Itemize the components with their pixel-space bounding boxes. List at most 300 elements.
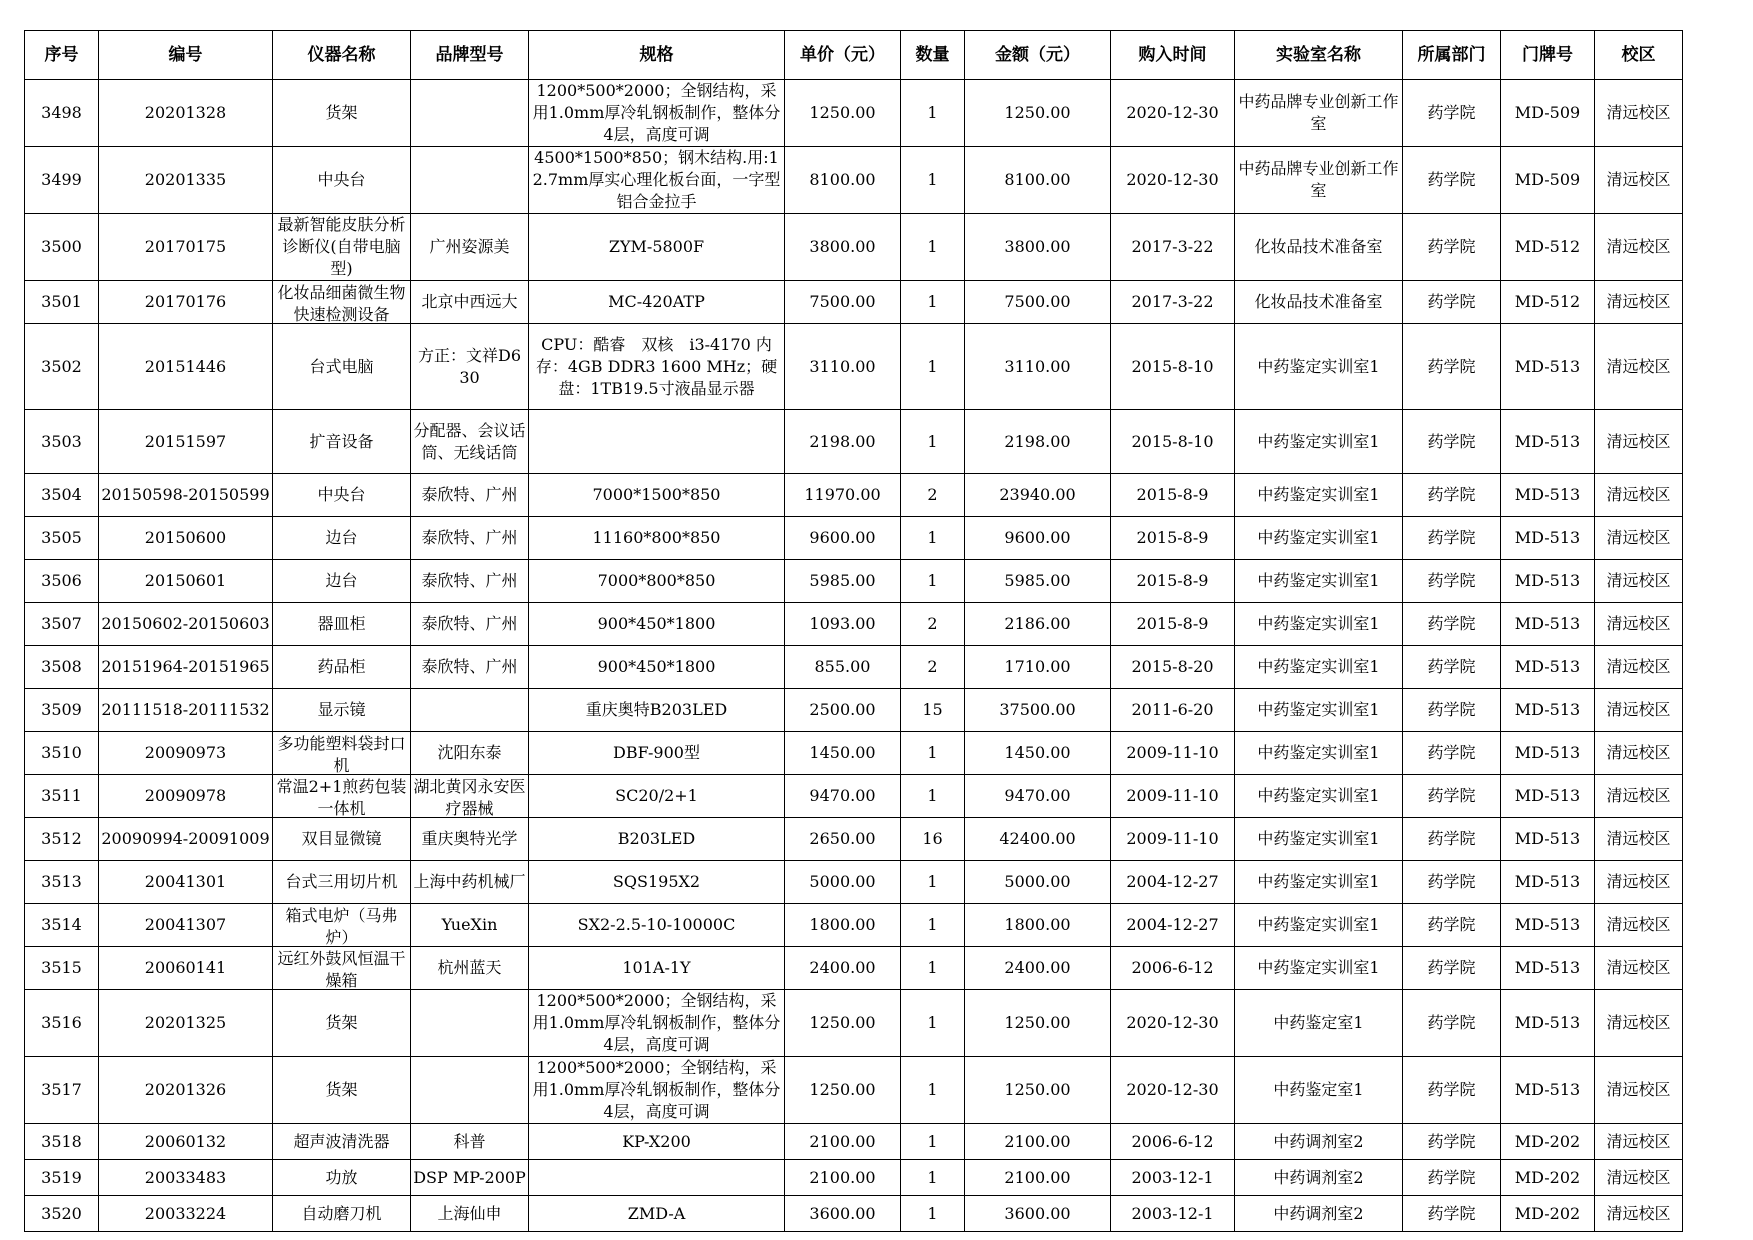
cell-text: 1250.00: [809, 103, 876, 122]
cell-date: [1111, 689, 1235, 732]
cell-spec: [529, 324, 785, 410]
cell-seq: [25, 947, 99, 990]
cell-qty: [901, 80, 965, 147]
cell-code: [99, 517, 273, 560]
cell-name: [273, 80, 411, 147]
cell-text: 器皿柜: [317, 614, 366, 633]
cell-dept: [1403, 818, 1501, 861]
cell-dept: [1403, 560, 1501, 603]
cell-text: 7000*800*850: [597, 571, 716, 590]
cell-text: 1450.00: [809, 743, 876, 762]
cell-room: [1501, 214, 1595, 281]
cell-code: [99, 214, 273, 281]
cell-campus: [1595, 1057, 1683, 1124]
cell-spec: [529, 818, 785, 861]
cell-qty: [901, 324, 965, 410]
cell-qty: [901, 214, 965, 281]
cell-text: 药学院: [1427, 657, 1476, 676]
cell-text: MD-513: [1514, 1080, 1581, 1099]
cell-text: MC-420ATP: [608, 292, 705, 311]
cell-text: 1200*500*2000；全钢结构，采用1.0mm厚冷轧钢板制作，整体分4层，高度可调: [532, 991, 781, 1054]
table-row: [25, 1124, 1683, 1160]
cell-code: [99, 1196, 273, 1232]
cell-text: 1093.00: [809, 614, 876, 633]
cell-code: [99, 904, 273, 947]
cell-text: 药学院: [1427, 1080, 1476, 1099]
cell-text: 箱式电炉（马弗炉）: [285, 905, 398, 946]
cell-text: DBF-900型: [613, 743, 700, 762]
cell-text: 杭州蓝天: [437, 958, 502, 977]
cell-price: [785, 947, 901, 990]
cell-qty: [901, 861, 965, 904]
cell-text: 3499: [41, 170, 82, 189]
cell-text: 中药鉴定实训室1: [1257, 743, 1380, 762]
cell-lab: [1235, 732, 1403, 775]
cell-spec: [529, 281, 785, 324]
cell-text: 1250.00: [809, 1013, 876, 1032]
cell-dept: [1403, 1160, 1501, 1196]
cell-text: 1: [927, 872, 938, 891]
cell-text: 2400.00: [809, 958, 876, 977]
cell-text: 沈阳东泰: [437, 743, 502, 762]
cell-brand: [411, 214, 529, 281]
cell-text: 20090978: [144, 786, 227, 805]
cell-dept: [1403, 410, 1501, 474]
cell-seq: [25, 1196, 99, 1232]
cell-text: SX2-2.5-10-10000C: [577, 915, 736, 934]
cell-text: 1: [927, 170, 938, 189]
cell-text: 药学院: [1427, 1167, 1476, 1187]
cell-text: 20151597: [144, 431, 227, 451]
cell-text: 泰欣特、广州: [421, 528, 518, 547]
cell-text: 2009-11-10: [1126, 829, 1219, 848]
cell-text: 8100.00: [1004, 170, 1071, 189]
cell-code: [99, 689, 273, 732]
cell-text: ZMD-A: [627, 1203, 686, 1223]
cell-text: 1: [927, 431, 938, 451]
cell-text: 2020-12-30: [1126, 1080, 1219, 1099]
cell-code: [99, 324, 273, 410]
cell-dept: [1403, 904, 1501, 947]
header-name: 仪器名称: [273, 31, 411, 80]
cell-text: 清远校区: [1606, 614, 1671, 633]
cell-text: 清远校区: [1606, 872, 1671, 891]
cell-text: 1: [927, 743, 938, 762]
cell-text: 清远校区: [1606, 743, 1671, 762]
cell-text: 清远校区: [1606, 292, 1671, 311]
cell-text: 3509: [41, 700, 82, 719]
cell-brand: [411, 818, 529, 861]
cell-name: [273, 818, 411, 861]
header-room: 门牌号: [1501, 31, 1595, 80]
cell-lab: [1235, 1057, 1403, 1124]
cell-code: [99, 147, 273, 214]
cell-text: 中药调剂室2: [1273, 1167, 1364, 1187]
cell-text: 货架: [325, 103, 358, 122]
cell-dept: [1403, 732, 1501, 775]
cell-text: 1710.00: [1004, 657, 1071, 676]
cell-seq: [25, 646, 99, 689]
cell-text: 中药鉴定实训室1: [1257, 431, 1380, 451]
cell-text: 1: [927, 1080, 938, 1099]
cell-text: MD-512: [1514, 237, 1581, 256]
cell-name: [273, 1160, 411, 1196]
cell-text: 20060141: [144, 958, 227, 977]
cell-code: [99, 990, 273, 1057]
cell-room: [1501, 990, 1595, 1057]
cell-text: 2015-8-9: [1136, 485, 1209, 504]
cell-text: 5000.00: [809, 872, 876, 891]
cell-qty: [901, 1057, 965, 1124]
cell-name: [273, 214, 411, 281]
cell-amount: [965, 947, 1111, 990]
cell-seq: [25, 818, 99, 861]
header-qty: 数量: [901, 31, 965, 80]
cell-text: 3498: [41, 103, 82, 122]
cell-text: 药学院: [1427, 743, 1476, 762]
table-row: [25, 281, 1683, 324]
cell-campus: [1595, 80, 1683, 147]
cell-date: [1111, 324, 1235, 410]
cell-seq: [25, 775, 99, 818]
cell-date: [1111, 80, 1235, 147]
cell-text: 16: [922, 829, 943, 848]
cell-date: [1111, 1124, 1235, 1160]
cell-text: 7000*1500*850: [592, 485, 721, 504]
cell-text: 中药鉴定实训室1: [1257, 915, 1380, 934]
cell-date: [1111, 560, 1235, 603]
cell-text: 清远校区: [1606, 528, 1671, 547]
cell-room: [1501, 560, 1595, 603]
cell-seq: [25, 147, 99, 214]
cell-name: [273, 1057, 411, 1124]
cell-text: 2650.00: [809, 829, 876, 848]
cell-brand: [411, 410, 529, 474]
cell-text: 2198.00: [809, 431, 876, 451]
cell-text: 泰欣特、广州: [421, 571, 518, 590]
cell-campus: [1595, 281, 1683, 324]
cell-text: 药学院: [1427, 237, 1476, 256]
cell-text: 1: [927, 786, 938, 805]
cell-text: 3501: [41, 292, 82, 311]
cell-text: 3110.00: [1004, 356, 1071, 376]
cell-text: 2003-12-1: [1131, 1203, 1214, 1223]
cell-brand: [411, 646, 529, 689]
cell-room: [1501, 281, 1595, 324]
cell-text: MD-513: [1514, 958, 1581, 977]
cell-lab: [1235, 214, 1403, 281]
cell-seq: [25, 689, 99, 732]
cell-text: 20150600: [144, 528, 227, 547]
cell-brand: [411, 80, 529, 147]
cell-text: 边台: [325, 528, 358, 547]
cell-text: 药学院: [1427, 356, 1476, 376]
cell-text: 药学院: [1427, 1131, 1476, 1151]
cell-brand: [411, 517, 529, 560]
cell-room: [1501, 1196, 1595, 1232]
cell-dept: [1403, 1057, 1501, 1124]
cell-name: [273, 147, 411, 214]
cell-text: 2011-6-20: [1131, 700, 1214, 719]
cell-text: 5000.00: [1004, 872, 1071, 891]
cell-campus: [1595, 861, 1683, 904]
cell-text: 1: [927, 571, 938, 590]
cell-text: MD-202: [1514, 1167, 1581, 1187]
cell-name: [273, 775, 411, 818]
cell-brand: [411, 281, 529, 324]
cell-text: 3515: [41, 958, 82, 977]
cell-text: 常温2+1煎药包装一体机: [276, 776, 407, 817]
cell-text: 多功能塑料袋封口机: [277, 733, 406, 774]
cell-text: 11160*800*850: [592, 528, 721, 547]
cell-text: 中药鉴定室1: [1273, 1080, 1364, 1099]
cell-name: [273, 517, 411, 560]
cell-text: 1: [927, 1203, 938, 1223]
cell-campus: [1595, 646, 1683, 689]
cell-text: 4500*1500*850；钢木结构.用:12.7mm厚实心理化板台面，一字型铝合金拉手: [532, 148, 781, 211]
cell-brand: [411, 474, 529, 517]
cell-price: [785, 603, 901, 646]
cell-seq: [25, 517, 99, 560]
cell-price: [785, 689, 901, 732]
cell-seq: [25, 603, 99, 646]
cell-brand: [411, 904, 529, 947]
cell-name: [273, 732, 411, 775]
cell-spec: [529, 689, 785, 732]
equipment-table: [24, 30, 1683, 1232]
cell-text: 3600.00: [1004, 1203, 1071, 1223]
cell-qty: [901, 410, 965, 474]
cell-price: [785, 990, 901, 1057]
cell-dept: [1403, 281, 1501, 324]
cell-amount: [965, 646, 1111, 689]
cell-dept: [1403, 214, 1501, 281]
cell-text: 900*450*1800: [597, 614, 716, 633]
cell-spec: [529, 1160, 785, 1196]
cell-text: 药学院: [1427, 700, 1476, 719]
cell-text: 3506: [41, 571, 82, 590]
cell-text: 8100.00: [809, 170, 876, 189]
cell-date: [1111, 818, 1235, 861]
cell-price: [785, 324, 901, 410]
table-row: [25, 214, 1683, 281]
cell-amount: [965, 410, 1111, 474]
cell-text: 药学院: [1427, 571, 1476, 590]
cell-name: [273, 281, 411, 324]
cell-text: 20150601: [144, 571, 227, 590]
cell-text: 2186.00: [1004, 614, 1071, 633]
header-dept: 所属部门: [1403, 31, 1501, 80]
cell-amount: [965, 904, 1111, 947]
cell-text: 2009-11-10: [1126, 786, 1219, 805]
cell-lab: [1235, 147, 1403, 214]
cell-brand: [411, 990, 529, 1057]
cell-text: 1200*500*2000；全钢结构，采用1.0mm厚冷轧钢板制作，整体分4层，高度可调: [532, 81, 781, 144]
cell-text: 900*450*1800: [597, 657, 716, 676]
cell-seq: [25, 732, 99, 775]
cell-campus: [1595, 990, 1683, 1057]
header-seq: 序号: [25, 31, 99, 80]
inventory-sheet: [24, 30, 1683, 1232]
cell-date: [1111, 517, 1235, 560]
cell-text: 药学院: [1427, 170, 1476, 189]
cell-seq: [25, 1160, 99, 1196]
cell-text: 扩音设备: [309, 431, 374, 451]
cell-text: YueXin: [441, 915, 498, 934]
cell-text: 9600.00: [1004, 528, 1071, 547]
cell-campus: [1595, 732, 1683, 775]
cell-lab: [1235, 517, 1403, 560]
cell-spec: [529, 732, 785, 775]
cell-text: 2100.00: [1004, 1131, 1071, 1151]
cell-text: 3800.00: [1004, 237, 1071, 256]
cell-price: [785, 474, 901, 517]
cell-text: 台式电脑: [309, 356, 374, 376]
cell-text: 药学院: [1427, 485, 1476, 504]
cell-text: MD-513: [1514, 915, 1581, 934]
cell-dept: [1403, 1196, 1501, 1232]
cell-text: MD-513: [1514, 571, 1581, 590]
cell-amount: [965, 214, 1111, 281]
cell-qty: [901, 147, 965, 214]
table-row: [25, 689, 1683, 732]
table-row: [25, 775, 1683, 818]
cell-text: 20201326: [144, 1080, 227, 1099]
cell-lab: [1235, 689, 1403, 732]
cell-text: 上海仙申: [437, 1203, 502, 1223]
cell-qty: [901, 517, 965, 560]
cell-seq: [25, 410, 99, 474]
cell-campus: [1595, 517, 1683, 560]
cell-amount: [965, 775, 1111, 818]
cell-text: MD-513: [1514, 614, 1581, 633]
cell-text: 清远校区: [1606, 485, 1671, 504]
cell-text: 药学院: [1427, 829, 1476, 848]
cell-text: 1: [927, 958, 938, 977]
cell-text: 1450.00: [1004, 743, 1071, 762]
cell-text: 中药鉴定实训室1: [1257, 786, 1380, 805]
cell-text: 清远校区: [1606, 237, 1671, 256]
cell-text: 清远校区: [1606, 1131, 1671, 1151]
cell-qty: [901, 603, 965, 646]
cell-price: [785, 560, 901, 603]
cell-price: [785, 214, 901, 281]
cell-lab: [1235, 281, 1403, 324]
cell-text: 台式三用切片机: [285, 872, 398, 891]
cell-campus: [1595, 904, 1683, 947]
cell-code: [99, 1124, 273, 1160]
cell-text: 3600.00: [809, 1203, 876, 1223]
cell-text: 清远校区: [1606, 571, 1671, 590]
cell-qty: [901, 904, 965, 947]
cell-text: 1250.00: [1004, 1080, 1071, 1099]
cell-text: 清远校区: [1606, 829, 1671, 848]
cell-text: 2003-12-1: [1131, 1167, 1214, 1187]
cell-text: MD-202: [1514, 1203, 1581, 1223]
cell-text: 1250.00: [1004, 1013, 1071, 1032]
cell-text: 9600.00: [809, 528, 876, 547]
cell-brand: [411, 147, 529, 214]
cell-date: [1111, 1160, 1235, 1196]
cell-lab: [1235, 990, 1403, 1057]
cell-text: 药学院: [1427, 528, 1476, 547]
cell-text: 2004-12-27: [1126, 915, 1219, 934]
table-row: [25, 324, 1683, 410]
cell-text: 2015-8-10: [1131, 356, 1214, 376]
cell-text: 20090994-20091009: [101, 829, 270, 848]
cell-text: 3500: [41, 237, 82, 256]
cell-dept: [1403, 689, 1501, 732]
cell-text: 2015-8-9: [1136, 614, 1209, 633]
cell-text: 3507: [41, 614, 82, 633]
cell-lab: [1235, 1160, 1403, 1196]
cell-amount: [965, 517, 1111, 560]
cell-amount: [965, 861, 1111, 904]
cell-text: 中药调剂室2: [1273, 1131, 1364, 1151]
table-row: [25, 732, 1683, 775]
cell-text: 广州姿源美: [429, 237, 510, 256]
cell-brand: [411, 324, 529, 410]
table-row: [25, 474, 1683, 517]
cell-campus: [1595, 147, 1683, 214]
cell-lab: [1235, 603, 1403, 646]
cell-qty: [901, 689, 965, 732]
header-brand: 品牌型号: [411, 31, 529, 80]
cell-brand: [411, 861, 529, 904]
cell-lab: [1235, 646, 1403, 689]
cell-text: 1200*500*2000；全钢结构，采用1.0mm厚冷轧钢板制作，整体分4层，高度可调: [532, 1058, 781, 1121]
cell-code: [99, 732, 273, 775]
cell-room: [1501, 1124, 1595, 1160]
cell-brand: [411, 603, 529, 646]
cell-spec: [529, 1057, 785, 1124]
cell-text: 泰欣特、广州: [421, 614, 518, 633]
cell-text: 2400.00: [1004, 958, 1071, 977]
cell-text: 北京中西远大: [421, 292, 518, 311]
cell-name: [273, 646, 411, 689]
cell-lab: [1235, 560, 1403, 603]
cell-text: 中药鉴定实训室1: [1257, 872, 1380, 891]
header-date: 购入时间: [1111, 31, 1235, 80]
cell-price: [785, 732, 901, 775]
cell-text: 上海中药机械厂: [413, 872, 526, 891]
cell-lab: [1235, 324, 1403, 410]
cell-text: 3510: [41, 743, 82, 762]
cell-text: 1: [927, 915, 938, 934]
cell-name: [273, 1196, 411, 1232]
cell-text: 中药鉴定实训室1: [1257, 958, 1380, 977]
cell-text: 药学院: [1427, 431, 1476, 451]
cell-room: [1501, 603, 1595, 646]
cell-campus: [1595, 324, 1683, 410]
cell-text: 双目显微镜: [301, 829, 382, 848]
cell-room: [1501, 646, 1595, 689]
cell-text: 15: [922, 700, 943, 719]
cell-qty: [901, 775, 965, 818]
cell-spec: [529, 904, 785, 947]
cell-date: [1111, 474, 1235, 517]
cell-text: 科普: [453, 1131, 486, 1151]
cell-text: 3502: [41, 356, 82, 376]
cell-price: [785, 775, 901, 818]
cell-text: 药学院: [1427, 614, 1476, 633]
cell-price: [785, 410, 901, 474]
cell-date: [1111, 1057, 1235, 1124]
cell-code: [99, 560, 273, 603]
cell-seq: [25, 214, 99, 281]
table-row: [25, 1057, 1683, 1124]
cell-campus: [1595, 689, 1683, 732]
